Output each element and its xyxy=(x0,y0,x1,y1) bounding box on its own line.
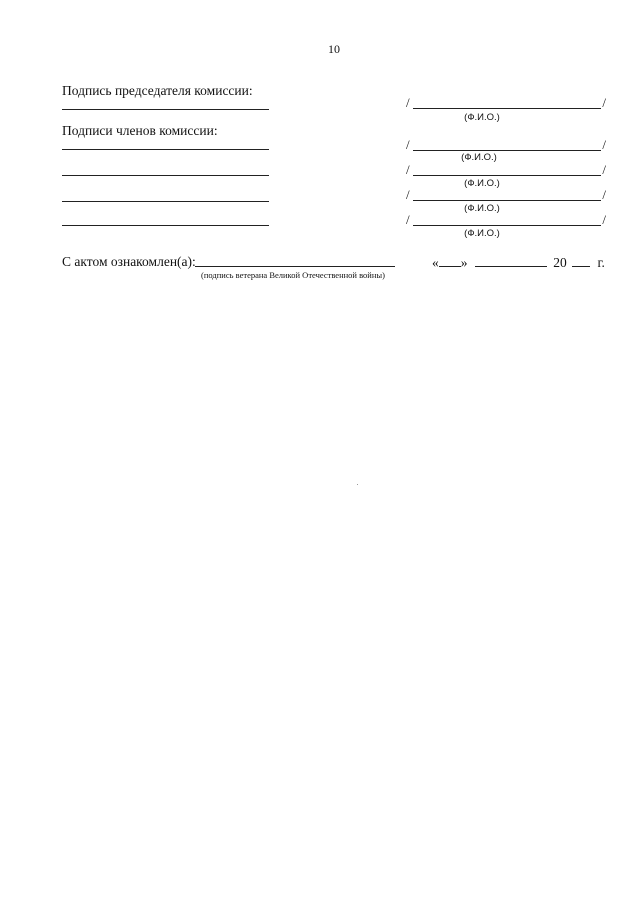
member-1-signature-line[interactable] xyxy=(62,149,269,150)
member-3-fio-caption: (Ф.И.О.) xyxy=(464,203,500,214)
members-signature-label: Подписи членов комиссии: xyxy=(62,123,218,138)
fio-underline xyxy=(413,200,601,201)
year-blank[interactable] xyxy=(572,254,590,267)
fio-underline xyxy=(413,150,601,151)
fio-slash-right: / xyxy=(602,162,606,177)
acknowledgement-label: С актом ознакомлен(а): xyxy=(62,254,196,269)
scan-dot xyxy=(357,484,358,485)
fio-slash-right: / xyxy=(602,137,606,152)
fio-slash-right: / xyxy=(602,212,606,227)
date-field xyxy=(432,254,605,271)
fio-slash-right: / xyxy=(602,187,606,202)
fio-underline xyxy=(413,175,601,176)
member-2-fio-caption: (Ф.И.О.) xyxy=(464,178,500,189)
member-3-fio-field[interactable] xyxy=(406,189,606,203)
day-blank[interactable] xyxy=(439,254,461,267)
member-2-fio-field[interactable] xyxy=(406,164,606,178)
fio-slash-left: / xyxy=(406,162,410,177)
veteran-signature-caption: (подпись ветерана Великой Отечественной войны) xyxy=(201,270,385,280)
fio-slash-right: / xyxy=(602,95,606,110)
member-4-fio-field[interactable] xyxy=(406,214,606,228)
month-blank[interactable] xyxy=(475,254,547,267)
chairman-fio-field[interactable] xyxy=(406,97,606,111)
fio-slash-left: / xyxy=(406,187,410,202)
fio-slash-left: / xyxy=(406,137,410,152)
fio-underline xyxy=(413,225,601,226)
member-1-fio-field[interactable] xyxy=(406,139,606,153)
chairman-signature-label: Подпись председателя комиссии: xyxy=(62,83,253,98)
fio-slash-left: / xyxy=(406,95,410,110)
fio-underline xyxy=(413,108,601,109)
veteran-signature-line[interactable] xyxy=(195,266,395,267)
member-3-signature-line[interactable] xyxy=(62,201,269,202)
date-close-quote: » xyxy=(460,255,468,270)
member-2-signature-line[interactable] xyxy=(62,175,269,176)
page-number: 10 xyxy=(328,42,340,56)
member-4-fio-caption: (Ф.И.О.) xyxy=(464,228,500,239)
member-4-signature-line[interactable] xyxy=(62,225,269,226)
year-prefix: 20 xyxy=(553,255,567,270)
date-open-quote: « xyxy=(432,255,439,270)
member-1-fio-caption: (Ф.И.О.) xyxy=(461,152,497,163)
chairman-fio-caption: (Ф.И.О.) xyxy=(464,112,500,123)
year-suffix: г. xyxy=(597,255,605,270)
chairman-signature-line[interactable] xyxy=(62,109,269,110)
fio-slash-left: / xyxy=(406,212,410,227)
